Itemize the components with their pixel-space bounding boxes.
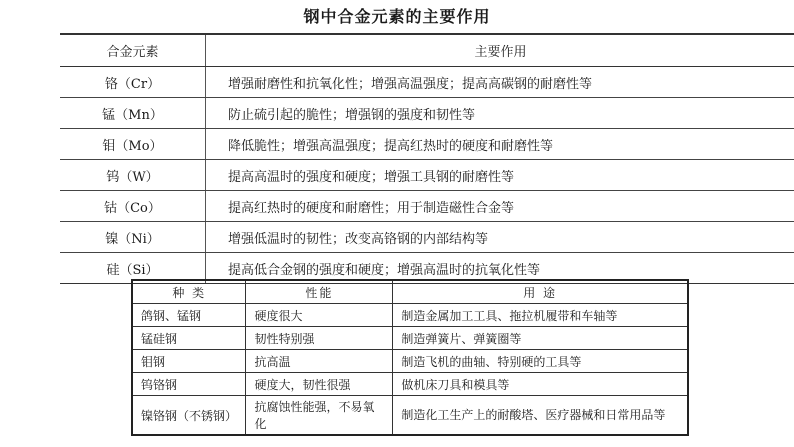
header-property: 性能 [246,280,393,304]
kind-cell: 鸽钢、锰钢 [132,304,246,327]
table-row [60,222,794,253]
table-row [132,350,688,373]
effect-cell: 提高低合金钢的强度和硬度；增强高温时的抗氧化性等 [206,253,794,284]
kind-cell: 锰硅钢 [132,327,246,350]
effect-cell: 提高高温时的强度和硬度；增强工具钢的耐磨性等 [206,160,794,191]
use-cell: 制造弹簧片、弹簧圈等 [393,327,688,350]
element-cell: 钴（Co） [60,191,206,222]
kind-cell: 钨铬钢 [132,373,246,396]
element-cell: 钨（W） [60,160,206,191]
use-cell: 做机床刀具和模具等 [393,373,688,396]
element-cell: 镍（Ni） [60,222,206,253]
header-effect: 主要作用 [206,34,794,67]
table-row [132,327,688,350]
property-cell: 硬度大，韧性很强 [246,373,393,396]
table-row [60,98,794,129]
header-use: 用 途 [393,280,688,304]
property-cell: 抗高温 [246,350,393,373]
table-header-row [60,34,794,67]
use-cell: 制造飞机的曲轴、特别硬的工具等 [393,350,688,373]
effect-cell: 提高红热时的硬度和耐磨性；用于制造磁性合金等 [206,191,794,222]
header-kind: 种 类 [132,280,246,304]
use-cell: 制造化工生产上的耐酸塔、医疗器械和日常用品等 [393,396,688,436]
table-row [60,191,794,222]
alloy-elements-table [60,33,794,284]
element-cell: 锰（Mn） [60,98,206,129]
effect-cell: 防止硫引起的脆性；增强钢的强度和韧性等 [206,98,794,129]
property-cell: 硬度很大 [246,304,393,327]
steel-types-table [131,279,689,436]
effect-cell: 增强低温时的韧性；改变高铬钢的内部结构等 [206,222,794,253]
table-row [132,304,688,327]
kind-cell: 镍铬钢（不锈钢） [132,396,246,436]
table-header-row [132,280,688,304]
effect-cell: 降低脆性；增强高温强度；提高红热时的硬度和耐磨性等 [206,129,794,160]
element-cell: 铬（Cr） [60,67,206,98]
element-cell: 硅（Si） [60,253,206,284]
effect-cell: 增强耐磨性和抗氧化性；增强高温强度；提高高碳钢的耐磨性等 [206,67,794,98]
header-element: 合金元素 [60,34,206,67]
table-row [60,67,794,98]
table-row [60,160,794,191]
table-row [132,396,688,436]
table-row [132,373,688,396]
kind-cell: 钼钢 [132,350,246,373]
element-cell: 钼（Mo） [60,129,206,160]
table-row [60,129,794,160]
property-cell: 抗腐蚀性能强，不易氧化 [246,396,393,436]
property-cell: 韧性特别强 [246,327,393,350]
page-title: 钢中合金元素的主要作用 [303,7,491,26]
use-cell: 制造金属加工工具、拖拉机履带和车轴等 [393,304,688,327]
